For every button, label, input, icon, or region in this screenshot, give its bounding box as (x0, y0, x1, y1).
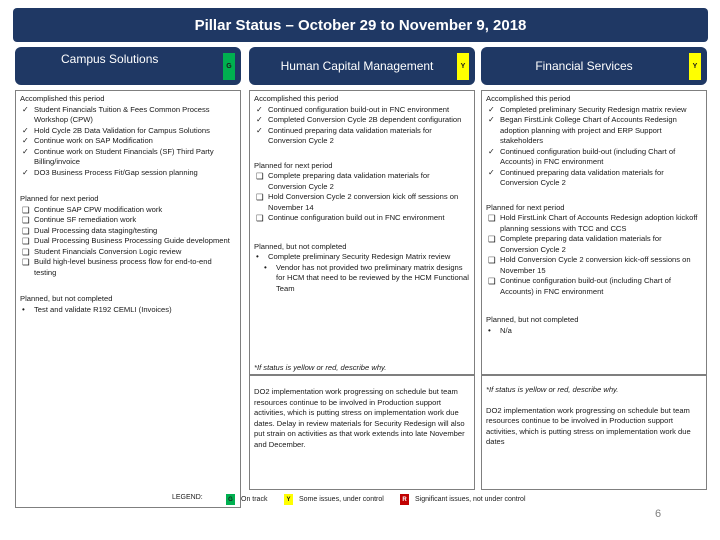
check-icon: ✓ (256, 104, 263, 114)
red-swatch: R (400, 494, 409, 505)
legend-text: Some issues, under control (299, 496, 384, 503)
planned-section (486, 203, 702, 298)
planned-section (254, 161, 470, 224)
list-item: • Vendor has not provided two preliminary matrix designs for HCM that need to be reviewed by the HCM Functional Team (264, 262, 469, 293)
hcm-panel (249, 90, 475, 375)
pillar-header-financial-services (481, 47, 707, 85)
hcm-header (249, 47, 475, 85)
section-title: Planned for next period (486, 202, 565, 212)
checkbox-icon: ❑ (22, 246, 30, 257)
list-item: • Test and validate R192 CEMLI (Invoices) (22, 304, 172, 314)
section-title: Planned, but not completed (486, 315, 579, 324)
list-item: ❑ Continue SAP CPW modification work (22, 204, 163, 215)
not-completed-section (254, 242, 470, 295)
list-item: ❑ Hold FirstLink Chart of Accounts Redesign adoption kickoff planning sessions with TCC and CCS (488, 213, 698, 233)
list-item: ✓ Continued preparing data validation materials for Conversion Cycle 2 (256, 125, 432, 145)
status-explanation: DO2 implementation work progressing on schedule but team resources continue to be involved in Production support activities, which is putting stress on implementation work due dates. Delay in review materials for Security Redesign will also put strain on activities as that work extends into late November and December. (254, 387, 465, 449)
campus-solutions-header (15, 47, 241, 85)
section-title: Accomplished this period (486, 94, 571, 103)
checkbox-icon: ❑ (256, 171, 264, 181)
checkbox-icon: ❑ (22, 257, 30, 267)
list-item: • N/a (488, 325, 512, 335)
status-explanation: DO2 implementation work progressing on schedule but team resources continue to be involved in Production support activities, which is putting stress on implementation work due dates (486, 405, 691, 446)
checkbox-icon: ❑ (488, 213, 496, 223)
check-icon: ✓ (22, 146, 29, 156)
page-number: 6 (655, 508, 662, 520)
bullet-icon: • (22, 304, 25, 314)
checkbox-icon: ❑ (256, 213, 264, 223)
section-title: Planned for next period (20, 194, 99, 203)
list-item: ❑ Continue configuration build out in FNC environment (256, 213, 445, 223)
section-title: Planned, but not completed (20, 294, 113, 303)
accomplished-section (254, 94, 470, 147)
list-item: ✓ Continued configuration build-out (including Chart of Accounts) in FNC environment (488, 146, 676, 166)
section-title: Planned, but not completed (254, 241, 347, 251)
bullet-icon: • (256, 252, 259, 261)
checkbox-icon: ❑ (488, 255, 496, 265)
checkbox-icon: ❑ (488, 276, 496, 286)
list-item: ✓ Completed preliminary Security Redesign matrix review (488, 104, 687, 114)
list-item: ✓ Began FirstLink College Chart of Accounts Redesign adoption planning with project and ERP Support stakeholders (488, 115, 677, 145)
list-item: ✓ Continued configuration build-out in FNC environment (256, 104, 450, 114)
list-item: ✓ Continued preparing data validation materials for Conversion Cycle 2 (488, 167, 664, 187)
checkbox-icon: ❑ (22, 236, 30, 246)
pillar-name: Campus Solutions (61, 52, 159, 66)
pillar-name: Financial Services (535, 59, 633, 73)
financial-services-panel (481, 90, 707, 375)
section-title: Accomplished this period (254, 94, 339, 103)
status-indicator: G (223, 53, 235, 80)
status-indicator: Y (457, 53, 469, 80)
checkbox-icon: ❑ (488, 234, 496, 244)
check-icon: ✓ (256, 125, 263, 135)
pillar-header-hcm (249, 47, 475, 85)
planned-section (20, 194, 236, 278)
check-icon: ✓ (22, 125, 29, 135)
hcm-explanation-panel (249, 375, 475, 490)
list-item: ❑ Continue configuration build-out (including Chart of Accounts) in FNC environment (488, 276, 671, 296)
legend (0, 494, 720, 506)
section-title: Accomplished this period (20, 94, 105, 103)
pillar-name: Human Capital Management (280, 59, 434, 73)
campus-solutions-panel (15, 90, 241, 508)
check-icon: ✓ (22, 104, 29, 114)
list-item: ❑ Dual Processing Business Processing Guide development (22, 236, 230, 246)
list-item: ❑ Dual Processing data staging/testing (22, 225, 158, 236)
slide-title: Pillar Status – October 29 to November 9, 2018 (13, 8, 708, 42)
list-item: ❑ Complete preparing data validation materials for Conversion Cycle 2 (256, 171, 430, 191)
status-indicator: Y (689, 53, 701, 80)
list-item: ✓ Continue work on SAP Modification (22, 136, 153, 145)
legend-text: On track (241, 496, 268, 503)
bullet-icon: • (264, 262, 267, 272)
list-item: ✓ Completed Conversion Cycle 2B dependent configuration (256, 115, 462, 124)
financial-services-header (481, 47, 707, 85)
financial-services-explanation-panel (481, 375, 707, 490)
list-item: ✓ Student Financials Tuition & Fees Common Process Workshop (CPW) (22, 104, 210, 124)
green-swatch: G (226, 494, 235, 505)
list-item: ❑ Student Financials Conversion Logic review (22, 246, 182, 257)
legend-item-yellow (284, 494, 384, 505)
list-item: • Complete preliminary Security Redesign Matrix review (256, 252, 451, 261)
check-icon: ✓ (22, 136, 29, 145)
check-icon: ✓ (22, 167, 29, 177)
checkbox-icon: ❑ (22, 204, 30, 215)
legend-label: LEGEND: (172, 494, 203, 501)
checkbox-icon: ❑ (256, 192, 264, 202)
yellow-swatch: Y (284, 494, 293, 505)
list-item: ✓ DO3 Business Process Fit/Gap session planning (22, 167, 198, 177)
accomplished-section (20, 94, 236, 178)
list-item: ❑ Continue SF remediation work (22, 215, 137, 225)
list-item: ✓ Continue work on Student Financials (SF) Third Party Billing/invoice (22, 146, 214, 166)
check-icon: ✓ (488, 115, 495, 124)
list-item: ❑ Hold Conversion Cycle 2 conversion kick off sessions on November 14 (256, 192, 459, 212)
bullet-icon: • (488, 325, 491, 335)
list-item: ❑ Complete preparing data validation materials for Conversion Cycle 2 (488, 234, 662, 254)
check-icon: ✓ (488, 167, 495, 177)
checkbox-icon: ❑ (22, 215, 30, 225)
section-title: Planned for next period (254, 160, 333, 170)
check-icon: ✓ (256, 115, 263, 124)
legend-text: Significant issues, not under control (415, 496, 526, 503)
status-note: *If status is yellow or red, describe why. (254, 363, 387, 372)
legend-item-red (400, 494, 526, 505)
list-item: ❑ Hold Conversion Cycle 2 conversion kick-off sessions on November 15 (488, 255, 691, 275)
check-icon: ✓ (488, 104, 495, 114)
list-item: ❑ Build high-level business process flow for end-to-end testing (22, 257, 212, 277)
list-item: ✓ Hold Cycle 2B Data Validation for Campus Solutions (22, 125, 210, 135)
checkbox-icon: ❑ (22, 225, 30, 236)
not-completed-section (486, 315, 702, 336)
accomplished-section (486, 94, 702, 189)
pillar-header-campus-solutions (15, 47, 241, 85)
check-icon: ✓ (488, 146, 495, 156)
not-completed-section (20, 294, 236, 315)
legend-item-green (226, 494, 267, 505)
status-note: *If status is yellow or red, describe why. (486, 385, 619, 394)
